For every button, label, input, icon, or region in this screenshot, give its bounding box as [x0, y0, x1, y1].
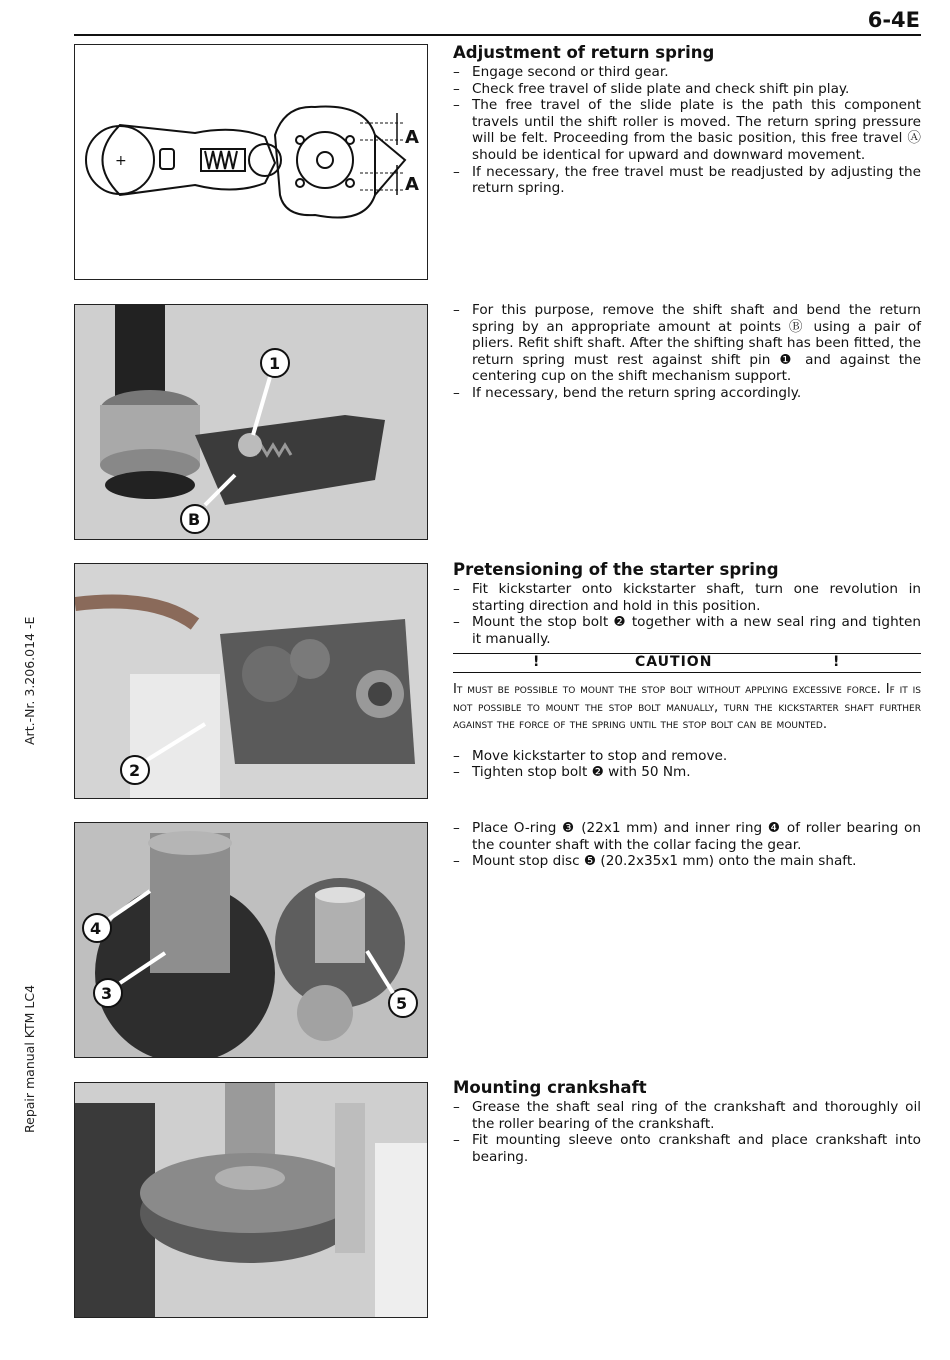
callout-2: 2	[129, 761, 141, 780]
page-number: 6-4E	[867, 8, 920, 32]
figure-starter-spring-photo	[74, 563, 428, 799]
gears-photo	[75, 823, 427, 1057]
callout-b: B	[188, 510, 201, 529]
caution-exclamation-icon: !	[833, 654, 841, 671]
step-item: – Engage second or third gear.	[453, 64, 921, 81]
step-item: – Fit mounting sleeve onto crankshaft and place crankshaft into bearing.	[453, 1132, 921, 1165]
shift-shaft-photo	[75, 305, 427, 539]
callout-a-lower: A	[405, 174, 419, 195]
engine-case-photo	[75, 564, 427, 798]
section-return-spring-bend	[453, 302, 921, 402]
crankshaft-photo	[75, 1083, 427, 1317]
manual-title-label: Repair manual KTM LC4	[22, 984, 37, 1133]
callout-a-upper: A	[405, 127, 419, 148]
caution-exclamation-icon: !	[533, 654, 541, 671]
section-starter-spring	[453, 560, 921, 781]
step-item: – Grease the shaft seal ring of the crankshaft and thoroughly oil the roller bearing of the crankshaft.	[453, 1099, 921, 1132]
caution-text: It must be possible to mount the stop bolt without applying excessive force. If it is not possible to mount the stop bolt manually, turn the kickstarter shaft further against the force of the spring until the stop bolt can be mounted.	[453, 682, 921, 733]
callout-3: 3	[101, 984, 113, 1003]
caution-title: CAUTION	[635, 654, 713, 671]
steps-list	[453, 64, 921, 197]
steps-list	[453, 302, 921, 402]
step-item: – Mount the stop bolt ❷ together with a new seal ring and tighten it manually.	[453, 614, 921, 647]
step-item: – The free travel of the slide plate is the path this component travels until the shift roller is moved. The return spring pressure will be felt. Proceeding from the basic position, this free travel Ⓐ should be identical for upward and downward movement.	[453, 97, 921, 163]
steps-list	[453, 820, 921, 870]
step-item: – Mount stop disc ❺ (20.2x35x1 mm) onto the main shaft.	[453, 853, 921, 870]
callout-5: 5	[396, 994, 408, 1013]
step-item: – For this purpose, remove the shift shaft and bend the return spring by an appropriate amount at points Ⓑ using a pair of pliers. Refit shift shaft. After the shifting shaft has been fitted, the return spring must rest against shift pin ❶ and against the centering cup on the shift mechanism support.	[453, 302, 921, 385]
callout-1: 1	[269, 354, 281, 373]
figure-crankshaft-photo	[74, 1082, 428, 1318]
step-item: – Move kickstarter to stop and remove.	[453, 748, 921, 765]
caution-banner	[453, 653, 921, 673]
svg-text:+: +	[115, 153, 127, 169]
step-item: – Tighten stop bolt ❷ with 50 Nm.	[453, 764, 921, 781]
header-rule	[74, 34, 921, 36]
section-heading: Adjustment of return spring	[453, 43, 715, 62]
section-return-spring	[453, 43, 921, 197]
figure-gears-photo	[74, 822, 428, 1058]
shift-mechanism-drawing	[75, 45, 427, 279]
article-number-label: Art.-Nr. 3.206.014 -E	[22, 616, 37, 745]
section-heading: Pretensioning of the starter spring	[453, 560, 779, 579]
steps-list	[453, 581, 921, 647]
step-item: – Fit kickstarter onto kickstarter shaft, turn one revolution in starting direction and hold in this position.	[453, 581, 921, 614]
section-crankshaft	[453, 1078, 921, 1165]
steps-list	[453, 748, 921, 781]
callout-4: 4	[90, 919, 102, 938]
step-item: – If necessary, bend the return spring accordingly.	[453, 385, 921, 402]
section-oring	[453, 820, 921, 870]
step-item: – Place O-ring ❸ (22x1 mm) and inner ring ❹ of roller bearing on the counter shaft with the collar facing the gear.	[453, 820, 921, 853]
step-item: – Check free travel of slide plate and check shift pin play.	[453, 81, 921, 98]
step-item: – If necessary, the free travel must be readjusted by adjusting the return spring.	[453, 164, 921, 197]
steps-list	[453, 1099, 921, 1165]
figure-shift-shaft-photo	[74, 304, 428, 540]
figure-return-spring-diagram	[74, 44, 428, 280]
section-heading: Mounting crankshaft	[453, 1078, 647, 1097]
